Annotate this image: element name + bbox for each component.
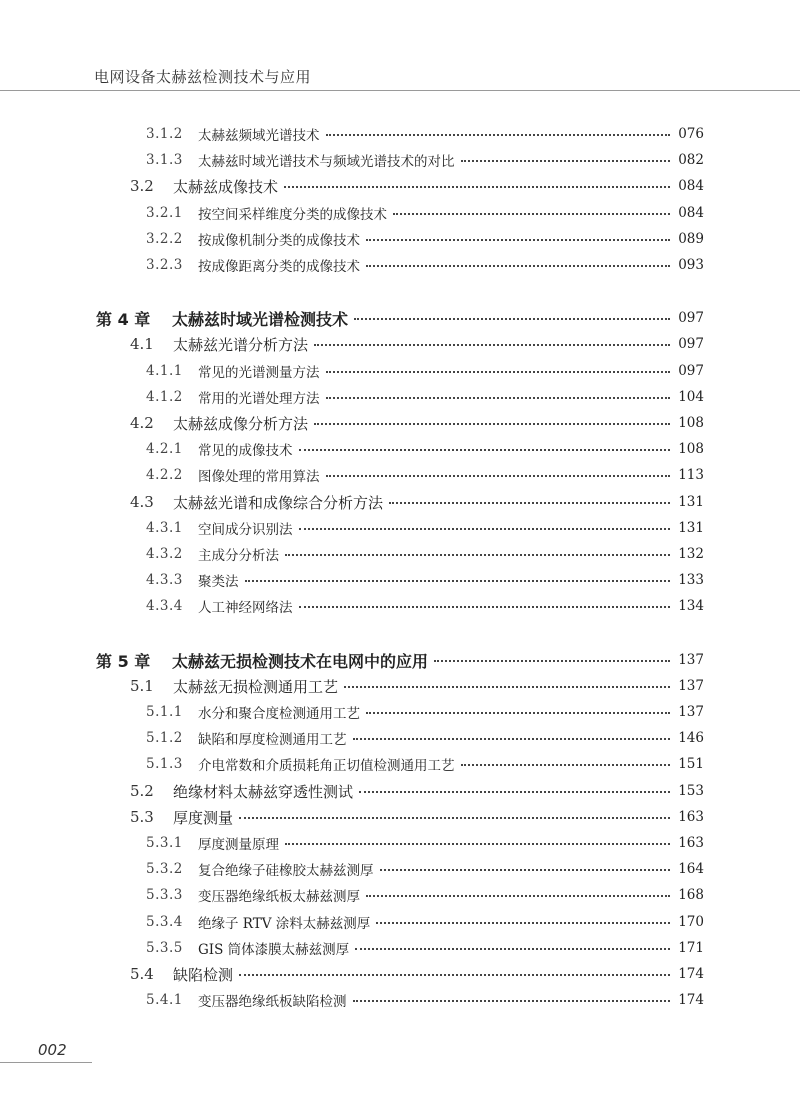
dot-leader [314, 423, 670, 425]
dot-leader [299, 528, 671, 530]
toc-entry-number: 5.3 [130, 808, 154, 826]
toc-entry-page: 146 [678, 730, 704, 746]
toc-entry-page: 174 [678, 992, 704, 1008]
toc-entry-number: 5.4.1 [146, 992, 183, 1008]
dot-leader [239, 817, 670, 819]
toc-entry-title: 缺陷检测 [173, 965, 234, 984]
toc-subsection-entry[interactable] [146, 594, 704, 618]
toc-entry-title: 变压器绝缘纸板太赫兹测厚 [198, 889, 360, 905]
toc-entry-page: 170 [678, 914, 704, 930]
toc-entry-page: 108 [678, 441, 704, 457]
toc-section-entry[interactable] [130, 805, 704, 829]
header-divider [0, 90, 800, 91]
dot-leader [434, 660, 670, 662]
toc-entry-number: 4.1.1 [146, 363, 183, 379]
toc-entry-title: 常见的成像技术 [198, 443, 293, 459]
dot-leader [245, 580, 671, 582]
toc-entry-title: 变压器绝缘纸板缺陷检测 [198, 994, 347, 1010]
dot-leader [314, 344, 670, 346]
toc-entry-page: 137 [678, 704, 704, 720]
toc-entry-page: 108 [678, 415, 704, 431]
dot-leader [299, 606, 671, 608]
toc-entry-title: 聚类法 [198, 574, 239, 590]
toc-chapter-entry[interactable] [96, 648, 704, 672]
dot-leader [299, 449, 671, 451]
toc-entry-title: 按成像机制分类的成像技术 [198, 233, 360, 249]
toc-subsection-entry[interactable] [146, 227, 704, 251]
dot-leader [326, 475, 671, 477]
toc-entry-title: 太赫兹时域光谱技术与频域光谱技术的对比 [198, 154, 455, 170]
toc-section-entry[interactable] [130, 332, 704, 356]
dot-leader [344, 686, 670, 688]
dot-leader [285, 843, 670, 845]
toc-entry-title: GIS 筒体漆膜太赫兹测厚 [198, 942, 350, 958]
toc-entry-number: 5.2 [130, 782, 154, 800]
toc-subsection-entry[interactable] [146, 542, 704, 566]
dot-leader [284, 186, 670, 188]
dot-leader [366, 265, 670, 267]
dot-leader [285, 554, 670, 556]
toc-entry-number: 5.1.3 [146, 756, 183, 772]
dot-leader [353, 738, 671, 740]
toc-subsection-entry[interactable] [146, 516, 704, 540]
toc-entry-number: 4.3.1 [146, 520, 183, 536]
toc-subsection-entry[interactable] [146, 910, 704, 934]
toc-entry-title: 介电常数和介质损耗角正切值检测通用工艺 [198, 758, 455, 774]
toc-entry-title: 厚度测量原理 [198, 837, 279, 853]
toc-entry-title: 太赫兹时域光谱检测技术 [172, 309, 349, 329]
toc-entry-title: 绝缘材料太赫兹穿透性测试 [173, 782, 354, 801]
toc-entry-page: 093 [678, 257, 704, 273]
toc-section-entry[interactable] [130, 174, 704, 198]
toc-entry-number: 4.3.2 [146, 546, 183, 562]
toc-entry-number: 3.2 [130, 177, 154, 195]
toc-entry-title: 太赫兹无损检测通用工艺 [173, 677, 339, 696]
toc-subsection-entry[interactable] [146, 253, 704, 277]
toc-subsection-entry[interactable] [146, 463, 704, 487]
toc-entry-number: 4.2 [130, 414, 154, 432]
toc-entry-page: 134 [678, 598, 704, 614]
toc-entry-title: 太赫兹成像技术 [173, 177, 279, 196]
toc-entry-number: 5.3.1 [146, 835, 183, 851]
dot-leader [359, 791, 670, 793]
toc-entry-page: 151 [678, 756, 704, 772]
toc-subsection-entry[interactable] [146, 700, 704, 724]
toc-entry-title: 常用的光谱处理方法 [198, 391, 320, 407]
dot-leader [461, 160, 671, 162]
toc-entry-number: 4.1.2 [146, 389, 183, 405]
toc-entry-page: 168 [678, 887, 704, 903]
dot-leader [326, 371, 671, 373]
toc-entry-number: 第 4 章 [96, 309, 151, 329]
toc-entry-title: 厚度测量 [173, 808, 234, 827]
toc-entry-title: 按空间采样维度分类的成像技术 [198, 207, 387, 223]
dot-leader [354, 318, 670, 320]
toc-entry-number: 5.4 [130, 965, 154, 983]
toc-entry-number: 5.1.1 [146, 704, 183, 720]
dot-leader [355, 948, 670, 950]
toc-entry-title: 水分和聚合度检测通用工艺 [198, 706, 360, 722]
toc-entry-title: 图像处理的常用算法 [198, 469, 320, 485]
toc-entry-title: 缺陷和厚度检测通用工艺 [198, 732, 347, 748]
toc-entry-page: 076 [678, 126, 704, 142]
toc-entry-page: 137 [678, 652, 704, 668]
dot-leader [393, 213, 670, 215]
toc-entry-title: 主成分分析法 [198, 548, 279, 564]
dot-leader [366, 712, 670, 714]
toc-entry-number: 4.3 [130, 493, 154, 511]
dot-leader [389, 502, 670, 504]
toc-entry-page: 097 [678, 336, 704, 352]
toc-subsection-entry[interactable] [146, 936, 704, 960]
toc-entry-page: 133 [678, 572, 704, 588]
page-header [0, 0, 800, 91]
dot-leader [376, 922, 670, 924]
toc-entry-title: 太赫兹光谱和成像综合分析方法 [173, 493, 384, 512]
dot-leader [239, 974, 670, 976]
toc-entry-title: 复合绝缘子硅橡胶太赫兹测厚 [198, 863, 374, 879]
toc-entry-page: 131 [678, 494, 704, 510]
toc-entry-number: 3.1.2 [146, 126, 183, 142]
toc-entry-page: 171 [678, 940, 704, 956]
toc-entry-page: 174 [678, 966, 704, 982]
toc-subsection-entry[interactable] [146, 883, 704, 907]
toc-entry-number: 第 5 章 [96, 651, 151, 671]
toc-section-entry[interactable] [130, 490, 704, 514]
toc-subsection-entry[interactable] [146, 568, 704, 592]
dot-leader [326, 134, 671, 136]
toc-entry-page: 153 [678, 783, 704, 799]
toc-chapter-entry[interactable] [96, 306, 704, 330]
toc-entry-number: 5.1.2 [146, 730, 183, 746]
toc-entry-page: 097 [678, 363, 704, 379]
toc-entry-number: 3.2.3 [146, 257, 183, 273]
toc-entry-title: 太赫兹光谱分析方法 [173, 335, 309, 354]
toc-entry-number: 4.2.1 [146, 441, 183, 457]
dot-leader [353, 1000, 671, 1002]
page-number: 002 [38, 1041, 67, 1059]
toc-entry-number: 4.3.3 [146, 572, 183, 588]
toc-entry-page: 097 [678, 310, 704, 326]
toc-entry-number: 3.1.3 [146, 152, 183, 168]
toc-entry-page: 113 [678, 467, 704, 483]
toc-subsection-entry[interactable] [146, 831, 704, 855]
toc-entry-number: 5.1 [130, 677, 154, 695]
toc-subsection-entry[interactable] [146, 359, 704, 383]
toc-subsection-entry[interactable] [146, 385, 704, 409]
toc-subsection-entry[interactable] [146, 988, 704, 1012]
toc-entry-number: 5.3.4 [146, 914, 183, 930]
toc-entry-title: 人工神经网络法 [198, 600, 293, 616]
toc-subsection-entry[interactable] [146, 148, 704, 172]
toc-entry-page: 131 [678, 520, 704, 536]
dot-leader [461, 764, 671, 766]
toc-entry-title: 太赫兹频域光谱技术 [198, 128, 320, 144]
toc-entry-page: 163 [678, 809, 704, 825]
toc-entry-page: 082 [678, 152, 704, 168]
toc-entry-number: 5.3.2 [146, 861, 183, 877]
dot-leader [380, 869, 671, 871]
toc-entry-number: 5.3.5 [146, 940, 183, 956]
toc-subsection-entry[interactable] [146, 752, 704, 776]
dot-leader [326, 397, 671, 399]
toc-entry-title: 常见的光谱测量方法 [198, 365, 320, 381]
toc-entry-title: 太赫兹无损检测技术在电网中的应用 [172, 651, 429, 671]
toc-subsection-entry[interactable] [146, 201, 704, 225]
toc-entry-title: 空间成分识别法 [198, 522, 293, 538]
toc-section-entry[interactable] [130, 411, 704, 435]
toc-subsection-entry[interactable] [146, 122, 704, 146]
toc-subsection-entry[interactable] [146, 437, 704, 461]
toc-section-entry[interactable] [130, 962, 704, 986]
toc-entry-number: 3.2.2 [146, 231, 183, 247]
toc-entry-number: 3.2.1 [146, 205, 183, 221]
toc-entry-number: 4.3.4 [146, 598, 183, 614]
footer-divider [0, 1062, 92, 1063]
toc-entry-title: 太赫兹成像分析方法 [173, 414, 309, 433]
toc-entry-page: 163 [678, 835, 704, 851]
toc-subsection-entry[interactable] [146, 857, 704, 881]
toc-entry-number: 5.3.3 [146, 887, 183, 903]
toc-entry-title: 按成像距离分类的成像技术 [198, 259, 360, 275]
toc-section-entry[interactable] [130, 779, 704, 803]
dot-leader [366, 239, 670, 241]
dot-leader [366, 895, 670, 897]
toc-entry-page: 104 [678, 389, 704, 405]
toc-entry-title: 绝缘子 RTV 涂料太赫兹测厚 [198, 916, 371, 932]
toc-subsection-entry[interactable] [146, 726, 704, 750]
toc-entry-page: 132 [678, 546, 704, 562]
toc-entry-number: 4.1 [130, 335, 154, 353]
toc-entry-page: 137 [678, 678, 704, 694]
running-header-title: 电网设备太赫兹检测技术与应用 [94, 68, 312, 86]
toc-entry-page: 164 [678, 861, 704, 877]
toc-entry-page: 084 [678, 178, 704, 194]
toc-entry-page: 089 [678, 231, 704, 247]
toc-entry-page: 084 [678, 205, 704, 221]
toc-section-entry[interactable] [130, 674, 704, 698]
toc-entry-number: 4.2.2 [146, 467, 183, 483]
